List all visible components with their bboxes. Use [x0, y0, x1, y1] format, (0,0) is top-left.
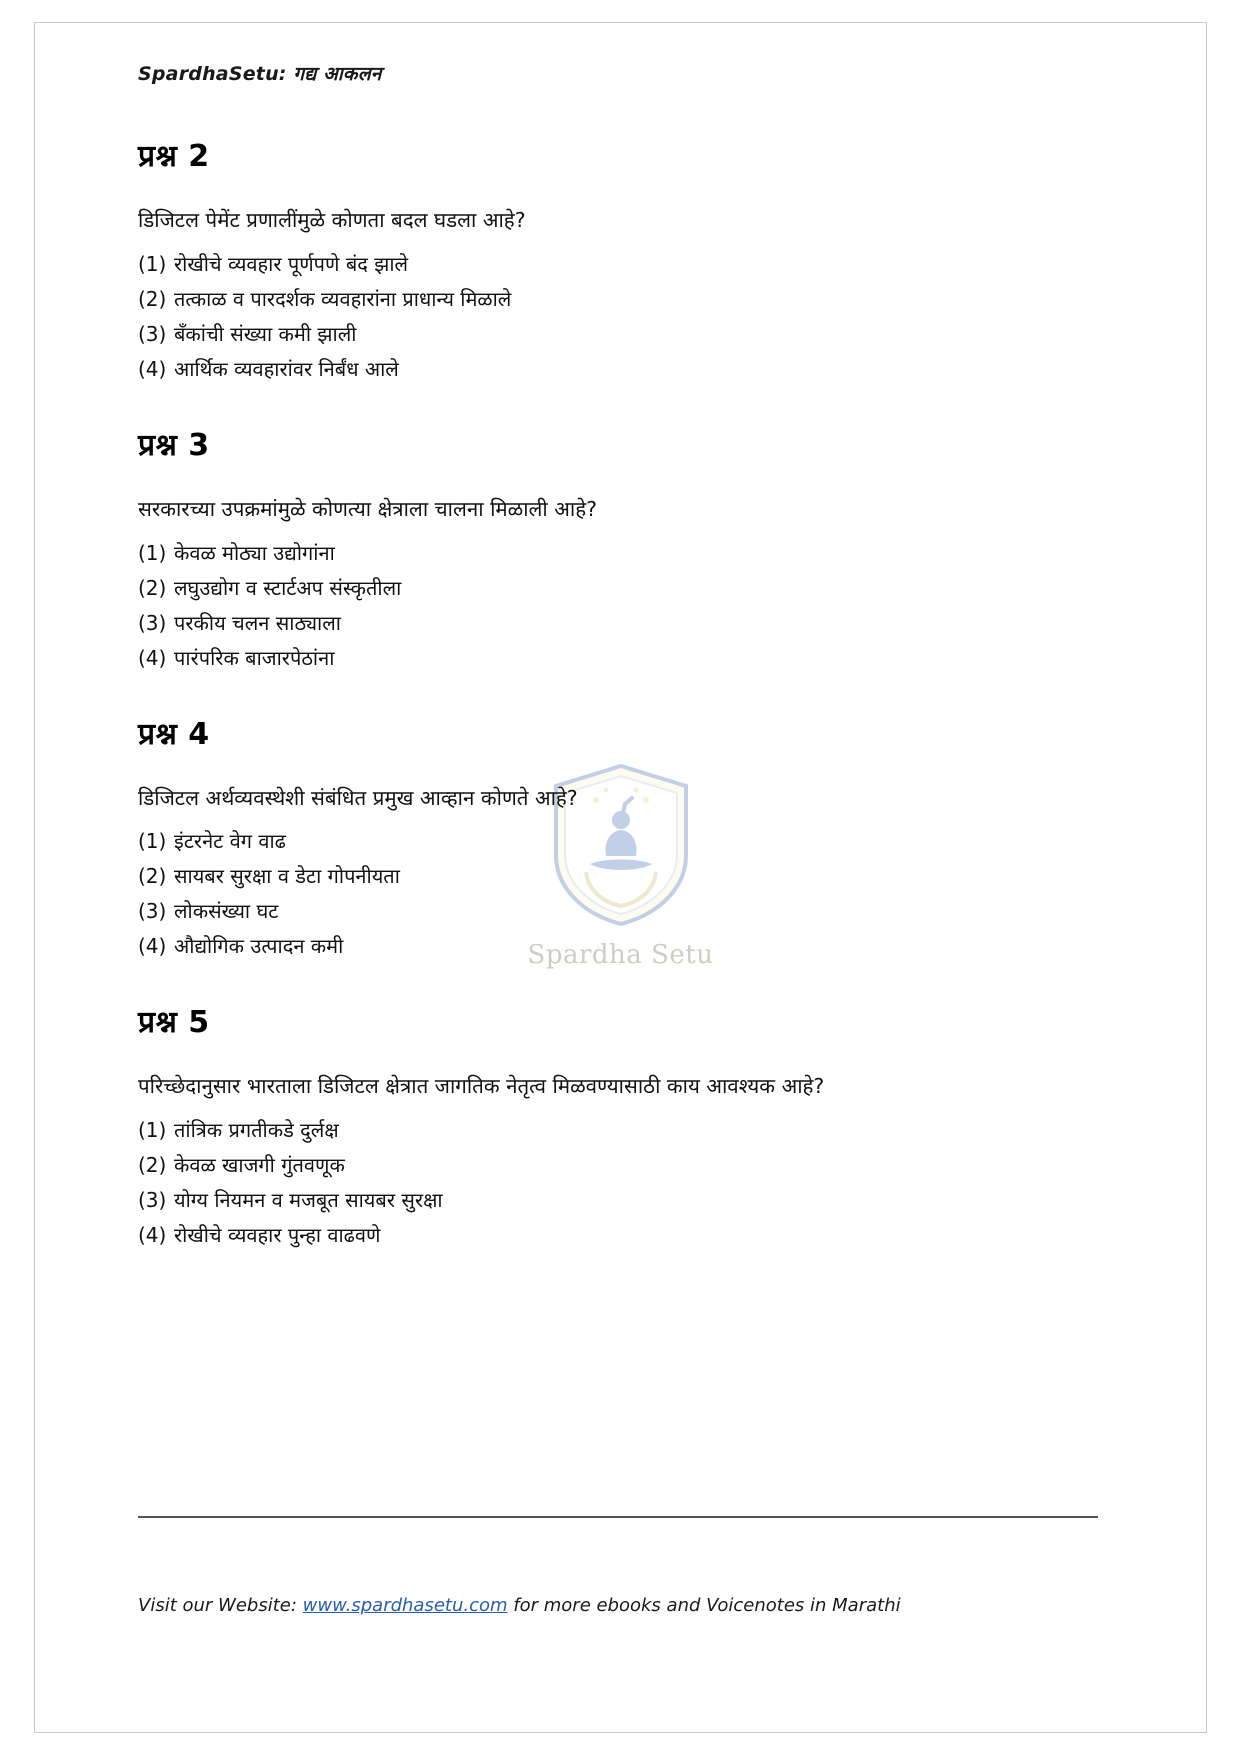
- option-number: (3): [138, 321, 167, 346]
- option-number: (2): [138, 575, 167, 600]
- option-number: (1): [138, 829, 167, 854]
- option-label: पारंपरिक बाजारपेठांना: [174, 645, 335, 670]
- question-text: सरकारच्या उपक्रमांमुळे कोणत्या क्षेत्राला चालना मिळाली आहे?: [138, 496, 597, 521]
- option-list: [138, 247, 1098, 387]
- option-item[interactable]: [138, 1148, 1098, 1183]
- watermark-text: Spardha Setu: [527, 940, 714, 970]
- option-label: आर्थिक व्यवहारांवर निर्बंध आले: [174, 356, 399, 381]
- question-block: [138, 423, 1098, 676]
- option-item[interactable]: [138, 352, 1098, 387]
- option-item[interactable]: [138, 824, 1098, 859]
- option-label: केवळ खाजगी गुंतवणूक: [174, 1153, 345, 1178]
- option-number: (2): [138, 286, 167, 311]
- option-number: (4): [138, 1223, 167, 1248]
- question-heading: प्रश्न 4: [138, 716, 210, 752]
- question-heading: प्रश्न 2: [138, 139, 210, 174]
- option-item[interactable]: [138, 282, 1098, 317]
- option-number: (1): [138, 251, 167, 276]
- question-block: [138, 712, 1098, 965]
- question-heading: प्रश्न 5: [138, 1005, 210, 1041]
- option-item[interactable]: [138, 571, 1098, 606]
- option-label: लोकसंख्या घट: [174, 899, 279, 924]
- option-label: तांत्रिक प्रगतीकडे दुर्लक्ष: [174, 1118, 339, 1143]
- option-label: बँकांची संख्या कमी झाली: [174, 321, 357, 346]
- option-number: (4): [138, 645, 167, 670]
- option-number: (1): [138, 540, 167, 565]
- option-label: लघुउद्योग व स्टार्टअप संस्कृतीला: [174, 575, 402, 600]
- option-label: इंटरनेट वेग वाढ: [174, 829, 286, 854]
- question-heading: प्रश्न 3: [138, 427, 210, 463]
- option-label: रोखीचे व्यवहार पूर्णपणे बंद झाले: [174, 251, 409, 276]
- question-text: परिच्छेदानुसार भारताला डिजिटल क्षेत्रात जागतिक नेतृत्व मिळवण्यासाठी काय आवश्यक आहे?: [138, 1074, 825, 1099]
- option-item[interactable]: [138, 1183, 1098, 1218]
- option-item[interactable]: [138, 247, 1098, 282]
- option-label: परकीय चलन साठ्याला: [174, 610, 341, 635]
- option-item[interactable]: [138, 894, 1098, 929]
- option-number: (3): [138, 1188, 167, 1213]
- option-number: (2): [138, 864, 167, 889]
- option-number: (3): [138, 899, 167, 924]
- option-list: [138, 1113, 1098, 1253]
- website-link[interactable]: www.spardhasetu.com: [302, 1595, 508, 1616]
- option-item[interactable]: [138, 859, 1098, 894]
- option-label: औद्योगिक उत्पादन कमी: [174, 934, 344, 959]
- option-number: (3): [138, 610, 167, 635]
- option-item[interactable]: [138, 1113, 1098, 1148]
- option-item[interactable]: [138, 317, 1098, 352]
- option-item[interactable]: [138, 606, 1098, 641]
- footer-prefix: Visit our Website:: [138, 1595, 303, 1616]
- option-label: केवळ मोठ्या उद्योगांना: [174, 540, 335, 565]
- option-list: [138, 536, 1098, 676]
- question-text: डिजिटल पेमेंट प्रणालींमुळे कोणता बदल घडला आहे?: [138, 208, 526, 232]
- footer-divider: [138, 1516, 1098, 1518]
- option-item[interactable]: [138, 536, 1098, 571]
- document-content: [138, 60, 1098, 1289]
- option-item[interactable]: [138, 1218, 1098, 1253]
- option-number: (4): [138, 934, 167, 959]
- question-text: डिजिटल अर्थव्यवस्थेशी संबंधित प्रमुख आव्हान कोणते आहे?: [138, 785, 578, 810]
- option-label: योग्य नियमन व मजबूत सायबर सुरक्षा: [174, 1188, 443, 1213]
- footer-suffix: for more ebooks and Voicenotes in Marathi: [507, 1595, 901, 1616]
- option-number: (1): [138, 1118, 167, 1143]
- option-label: सायबर सुरक्षा व डेटा गोपनीयता: [174, 864, 400, 889]
- option-item[interactable]: [138, 641, 1098, 676]
- footer: [138, 1595, 1098, 1616]
- option-number: (4): [138, 356, 167, 381]
- document-header-title: SpardhaSetu: गद्य आकलन: [138, 63, 382, 85]
- option-label: रोखीचे व्यवहार पुन्हा वाढवणे: [174, 1223, 381, 1248]
- option-number: (2): [138, 1153, 167, 1178]
- option-label: तत्काळ व पारदर्शक व्यवहारांना प्राधान्य मिळाले: [174, 286, 512, 311]
- option-list: [138, 824, 1098, 964]
- question-block: [138, 1000, 1098, 1253]
- question-block: [138, 134, 1098, 387]
- option-item[interactable]: [138, 929, 1098, 964]
